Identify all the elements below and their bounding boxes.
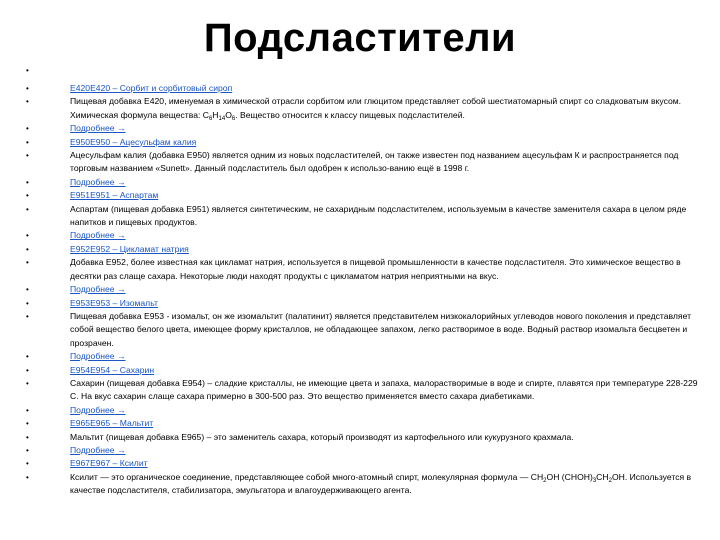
item-link[interactable]: Подробнее →	[70, 351, 126, 362]
item-link[interactable]: Подробнее →	[70, 284, 126, 295]
bullet-icon: •	[26, 244, 29, 254]
bullet-icon: •	[26, 151, 29, 161]
text-fragment: CH	[596, 471, 609, 482]
item-description	[70, 257, 681, 280]
list-text-item	[26, 256, 706, 283]
bullet-icon: •	[26, 97, 29, 107]
item-description	[70, 150, 678, 173]
formula-subscript: 2	[543, 477, 547, 484]
bullet-icon: •	[26, 285, 29, 295]
bullet-icon: •	[26, 124, 29, 134]
text-fragment: Аспартам (пищевая добавка Е951) является синтетическим, не сахаридным подсластителем, используемым в качестве заменителя сахара в целом ряде напитков и пищевых продуктов.	[70, 203, 687, 228]
list-link-item	[26, 457, 706, 470]
item-link[interactable]: E965E965 – Мальтит	[70, 418, 154, 429]
bullet-icon: •	[26, 231, 29, 241]
list-link-item	[26, 122, 706, 135]
bullet-icon: •	[26, 66, 29, 75]
item-link[interactable]: Подробнее →	[70, 176, 126, 187]
bullet-icon: •	[26, 311, 29, 321]
formula-subscript: 2	[608, 477, 612, 484]
item-description	[70, 96, 682, 122]
sweeteners-list	[26, 64, 706, 498]
item-description	[70, 311, 691, 348]
bullet-icon: •	[26, 352, 29, 362]
bullet-icon: •	[26, 204, 29, 214]
item-link[interactable]: E967E967 – Ксилит	[70, 458, 148, 469]
item-description	[70, 378, 698, 401]
list-link-item	[26, 283, 706, 296]
item-link[interactable]: Подробнее →	[70, 444, 126, 455]
text-fragment: Сахарин (пищевая добавка Е954) – сладкие кристаллы, не имеющие цвета и запаха, малорастворимые в воде и спирте, плавятся при температуре 228-229 C. На вкус сахарин слаще сахара примерно в 300-500 раз. Это вещество применяется вместо сахара диабетиками.	[70, 377, 698, 402]
bullet-icon: •	[26, 84, 29, 93]
item-link[interactable]: Подробнее →	[70, 404, 126, 415]
bullet-icon: •	[26, 459, 29, 469]
bullet-icon: •	[26, 365, 29, 375]
item-description	[70, 432, 574, 442]
item-link[interactable]: Подробнее →	[70, 230, 126, 241]
list-text-item	[26, 310, 706, 350]
text-fragment: H	[212, 109, 219, 120]
bullet-icon: •	[26, 445, 29, 455]
text-fragment: OH (CHOH)	[546, 471, 593, 482]
list-link-item	[26, 229, 706, 242]
item-link[interactable]: E950E950 – Ацесульфам калия	[70, 136, 197, 147]
list-link-item	[26, 404, 706, 417]
list-link-item	[26, 297, 706, 310]
bullet-icon: •	[26, 177, 29, 187]
list-link-item	[26, 364, 706, 377]
text-fragment: O	[225, 109, 232, 120]
list-text-item	[26, 203, 706, 230]
formula-subscript: 6	[208, 115, 213, 122]
bullet-icon: •	[26, 419, 29, 429]
item-link[interactable]: E953E953 – Изомальт	[70, 297, 158, 308]
bullet-icon: •	[26, 191, 29, 201]
bullet-icon: •	[26, 405, 29, 415]
text-fragment: Ксилит — это органическое соединение, представляющее собой много-атомный спирт, молекулярная формула — CH	[70, 471, 544, 482]
bullet-icon: •	[26, 378, 29, 388]
item-link[interactable]: E420E420 – Сорбит и сорбитовый сироп	[70, 83, 233, 93]
item-link[interactable]: Подробнее →	[70, 123, 126, 134]
item-link[interactable]: E952E952 – Цикламат натрия	[70, 243, 189, 254]
list-link-item	[26, 176, 706, 189]
text-fragment: Пищевая добавка Е420, именуемая в химической отрасли сорбитом или глюцитом представляет собой шестиатомарный спирт со сладковатым вкусом. Химическая формула вещества: С	[70, 96, 682, 120]
bullet-icon: •	[26, 137, 29, 147]
bullet-icon: •	[26, 298, 29, 308]
list-blank-item	[26, 64, 706, 82]
bullet-icon: •	[26, 432, 29, 442]
text-fragment: Ацесульфам калия (добавка Е950) является одним из новых подсластителей, он также известен под названием ацесульфам К и распространяется под торговым названием «Sunett». Данный подсластитель был одобрен к использо-ванию ещё в 1998 г.	[70, 150, 679, 174]
text-fragment: Добавка Е952, более известная как цикламат натрия, используется в пищевой промышленности в качестве подсластителя. Это химическое вещество в десятки раз слаще сахара. Некоторые люди находят продукты с цикламатом натрия неприятными на вкус.	[70, 257, 681, 281]
text-fragment: OH. Используется в качестве подсластителя, стабилизатора, эмульгатора и влагоудерживающего агента.	[70, 471, 692, 496]
list-text-item	[26, 431, 706, 444]
text-fragment: . Вещество относится к классу пищевых подсластителей.	[235, 109, 465, 120]
list-link-item	[26, 444, 706, 457]
item-description	[70, 472, 691, 495]
text-fragment: Мальтит (пищевая добавка E965) – это заменитель сахара, который производят из картофельного или кукурузного крахмала.	[70, 431, 574, 442]
list-text-item	[26, 471, 706, 498]
list-link-item	[26, 417, 706, 430]
list-link-item	[26, 82, 706, 95]
bullet-icon: •	[26, 472, 29, 482]
item-description	[70, 204, 686, 227]
formula-subscript: 3	[592, 477, 597, 484]
list-text-item	[26, 95, 706, 122]
list-link-item	[26, 189, 706, 202]
list-link-item	[26, 350, 706, 363]
formula-subscript: 14	[218, 115, 226, 122]
item-link[interactable]: E951E951 – Аспартам	[70, 190, 159, 201]
formula-subscript: 6	[231, 115, 236, 122]
list-text-item	[26, 377, 706, 404]
slide-title: Подсластители	[203, 16, 517, 60]
list-text-item	[26, 149, 706, 176]
list-link-item	[26, 136, 706, 149]
bullet-icon: •	[26, 258, 29, 268]
text-fragment: Пищевая добавка E953 - изомальт, он же изомальтит (палатинит) является представителем низкокалорийных углеводов нового поколения и представляет собой вещество белого цвета, имеющее форму кристаллов, не обладающее запахом, легко растворимое в воде. Водный раствор изомальта бесцветен и прозрачен.	[70, 310, 692, 348]
item-link[interactable]: E954E954 – Сахарин	[70, 364, 155, 375]
list-link-item	[26, 243, 706, 256]
